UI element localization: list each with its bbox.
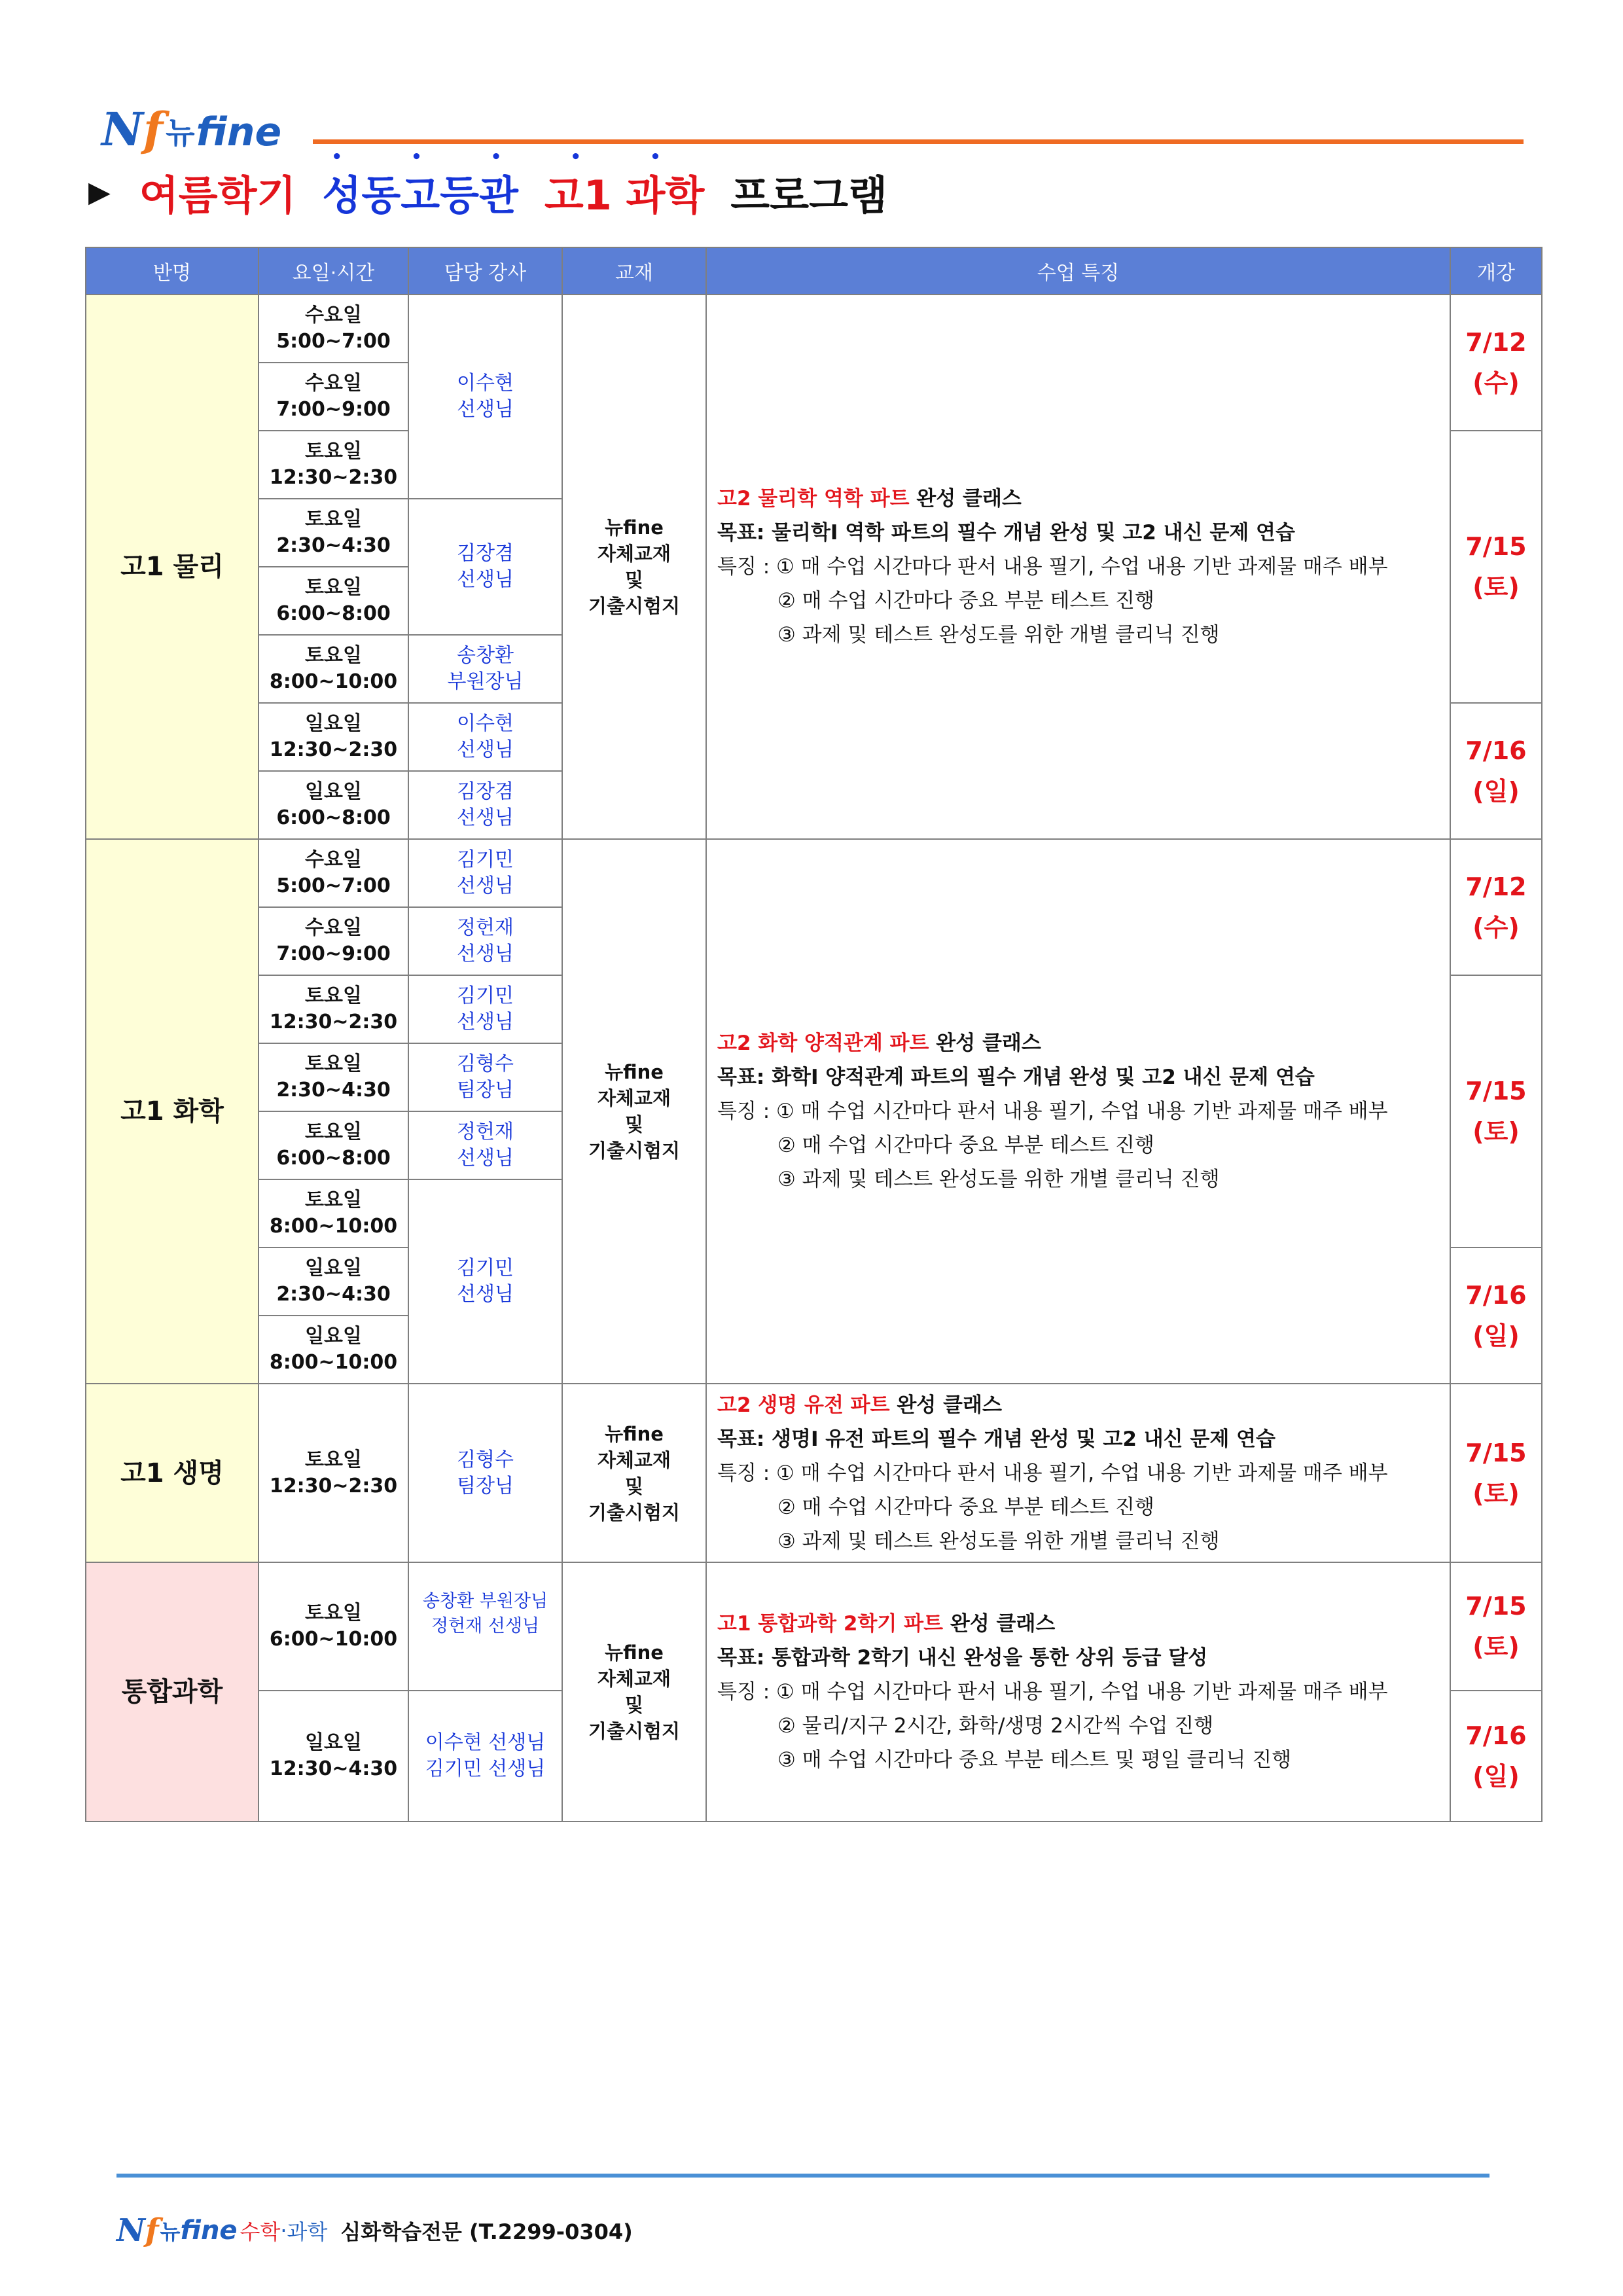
- teacher-cell: 이수현 선생님: [408, 703, 562, 771]
- title-season: 여름학기: [139, 171, 296, 219]
- time-slot: 일요일 8:00~10:00: [259, 1316, 408, 1384]
- teacher-cell: 김형수 팀장님: [408, 1043, 562, 1111]
- time-slot: 토요일 6:00~8:00: [259, 567, 408, 635]
- col-header-time: 요일·시간: [259, 247, 408, 295]
- table-row: [86, 1562, 1542, 1691]
- book-cell: 뉴fine 자체교재 및 기출시험지: [562, 839, 706, 1384]
- time-slot: 토요일 2:30~4:30: [259, 499, 408, 567]
- teacher-cell: 김기민 선생님: [408, 1179, 562, 1384]
- col-header-open: 개강: [1450, 247, 1542, 295]
- footer-tagline: 심화학습전문 (T.2299-0304): [340, 2219, 633, 2244]
- feature-cell: 고2 물리학 역학 파트 완성 클래스 목표: 물리학Ⅰ 역학 파트의 필수 개념 완성 및 고2 내신 문제 연습 특징 : ① 매 수업 시간마다 판서 내용 필기, 수업 내용 기반 과제물 매주 배부 ② 매 수업 시간마다 중요 부분 테스트 진행 ③ 과제 및 테스트 완성도를 위한 개별 클리닉 진행: [706, 295, 1450, 839]
- table-row: [86, 839, 1542, 907]
- table-row: [86, 1384, 1542, 1562]
- footer-logo-mark: Nf: [116, 2212, 159, 2249]
- feature-cell: 고2 생명 유전 파트 완성 클래스 목표: 생명Ⅰ 유전 파트의 필수 개념 완성 및 고2 내신 문제 연습 특징 : ① 매 수업 시간마다 판서 내용 필기, 수업 내용 기반 과제물 매주 배부 ② 매 수업 시간마다 중요 부분 테스트 진행 ③ 과제 및 테스트 완성도를 위한 개별 클리닉 진행: [706, 1384, 1450, 1562]
- header-divider: [313, 139, 1524, 144]
- footer-science: 과학: [287, 2219, 328, 2244]
- footer-math: 수학: [240, 2219, 281, 2244]
- class-name-physics: 고1 물리: [86, 295, 259, 839]
- time-slot: 일요일 2:30~4:30: [259, 1247, 408, 1316]
- class-name-chemistry: 고1 화학: [86, 839, 259, 1384]
- time-slot: 일요일 12:30~2:30: [259, 703, 408, 771]
- col-header-class: 반명: [86, 247, 259, 295]
- teacher-cell: 김기민 선생님: [408, 975, 562, 1043]
- page-title: [88, 147, 887, 221]
- time-slot: 수요일 5:00~7:00: [259, 839, 408, 907]
- title-subject: 고1 과학: [544, 171, 705, 219]
- col-header-feature: 수업 특징: [706, 247, 1450, 295]
- teacher-cell: 이수현 선생님 김기민 선생님: [408, 1691, 562, 1821]
- emphasis-dots: • • • • •: [331, 147, 692, 167]
- book-cell: 뉴fine 자체교재 및 기출시험지: [562, 295, 706, 839]
- logo-fine: fine: [196, 109, 282, 155]
- col-header-book: 교재: [562, 247, 706, 295]
- open-date: 7/16 (일): [1450, 1691, 1542, 1821]
- open-date: 7/16 (일): [1450, 703, 1542, 839]
- time-slot: 토요일 2:30~4:30: [259, 1043, 408, 1111]
- time-slot: 토요일 12:30~2:30: [259, 1384, 408, 1562]
- time-slot: 토요일 8:00~10:00: [259, 635, 408, 703]
- teacher-cell: 김기민 선생님: [408, 839, 562, 907]
- title-program: 프로그램: [730, 171, 887, 219]
- schedule-table: [85, 247, 1543, 1822]
- time-slot: 일요일 12:30~4:30: [259, 1691, 408, 1821]
- open-date: 7/16 (일): [1450, 1247, 1542, 1384]
- open-date: 7/15 (토): [1450, 431, 1542, 703]
- footer-logo-fine: fine: [180, 2215, 238, 2246]
- footer-sep: ·: [280, 2218, 287, 2243]
- logo-mark: Nf: [101, 102, 164, 156]
- logo-ko: 뉴: [166, 115, 195, 151]
- class-name-biology: 고1 생명: [86, 1384, 259, 1562]
- col-header-teacher: 담당 강사: [408, 247, 562, 295]
- teacher-cell: 정헌재 선생님: [408, 907, 562, 975]
- title-marker-icon: ▶: [88, 175, 111, 209]
- open-date: 7/12 (수): [1450, 839, 1542, 975]
- open-date: 7/15 (토): [1450, 1384, 1542, 1562]
- footer-logo-ko: 뉴: [160, 2219, 181, 2244]
- teacher-cell: 김장겸 선생님: [408, 771, 562, 839]
- time-slot: 수요일 5:00~7:00: [259, 295, 408, 363]
- time-slot: 수요일 7:00~9:00: [259, 363, 408, 431]
- open-date: 7/15 (토): [1450, 975, 1542, 1247]
- open-date: 7/15 (토): [1450, 1562, 1542, 1691]
- time-slot: 토요일 8:00~10:00: [259, 1179, 408, 1247]
- table-header-row: [86, 247, 1542, 295]
- time-slot: 일요일 6:00~8:00: [259, 771, 408, 839]
- time-slot: 토요일 6:00~8:00: [259, 1111, 408, 1179]
- feature-cell: 고1 통합과학 2학기 파트 완성 클래스 목표: 통합과학 2학기 내신 완성을 통한 상위 등급 달성 특징 : ① 매 수업 시간마다 판서 내용 필기, 수업 내용 기반 과제물 매주 배부 ② 물리/지구 2시간, 화학/생명 2시간씩 수업 진행 ③ 매 수업 시간마다 중요 부분 테스트 및 평일 클리닉 진행: [706, 1562, 1450, 1821]
- time-slot: 토요일 6:00~10:00: [259, 1562, 408, 1691]
- feature-cell: 고2 화학 양적관계 파트 완성 클래스 목표: 화학Ⅰ 양적관계 파트의 필수 개념 완성 및 고2 내신 문제 연습 특징 : ① 매 수업 시간마다 판서 내용 필기, 수업 내용 기반 과제물 매주 배부 ② 매 수업 시간마다 중요 부분 테스트 진행 ③ 과제 및 테스트 완성도를 위한 개별 클리닉 진행: [706, 839, 1450, 1384]
- class-name-integrated: 통합과학: [86, 1562, 259, 1821]
- book-cell: 뉴fine 자체교재 및 기출시험지: [562, 1562, 706, 1821]
- brand-logo: [101, 103, 281, 156]
- teacher-cell: 김형수 팀장님: [408, 1384, 562, 1562]
- teacher-cell: 송창환 부원장님 정헌재 선생님: [408, 1562, 562, 1691]
- time-slot: 토요일 12:30~2:30: [259, 975, 408, 1043]
- title-branch: • • • • • 성동고등관: [322, 147, 692, 219]
- teacher-cell: 정헌재 선생님: [408, 1111, 562, 1179]
- table-row: [86, 295, 1542, 363]
- teacher-cell: 송창환 부원장님: [408, 635, 562, 703]
- teacher-cell: 이수현 선생님: [408, 295, 562, 499]
- book-cell: 뉴fine 자체교재 및 기출시험지: [562, 1384, 706, 1562]
- time-slot: 토요일 12:30~2:30: [259, 431, 408, 499]
- teacher-cell: 김장겸 선생님: [408, 499, 562, 635]
- open-date: 7/12 (수): [1450, 295, 1542, 431]
- footer-divider: [116, 2174, 1489, 2178]
- time-slot: 수요일 7:00~9:00: [259, 907, 408, 975]
- footer: [116, 2211, 633, 2250]
